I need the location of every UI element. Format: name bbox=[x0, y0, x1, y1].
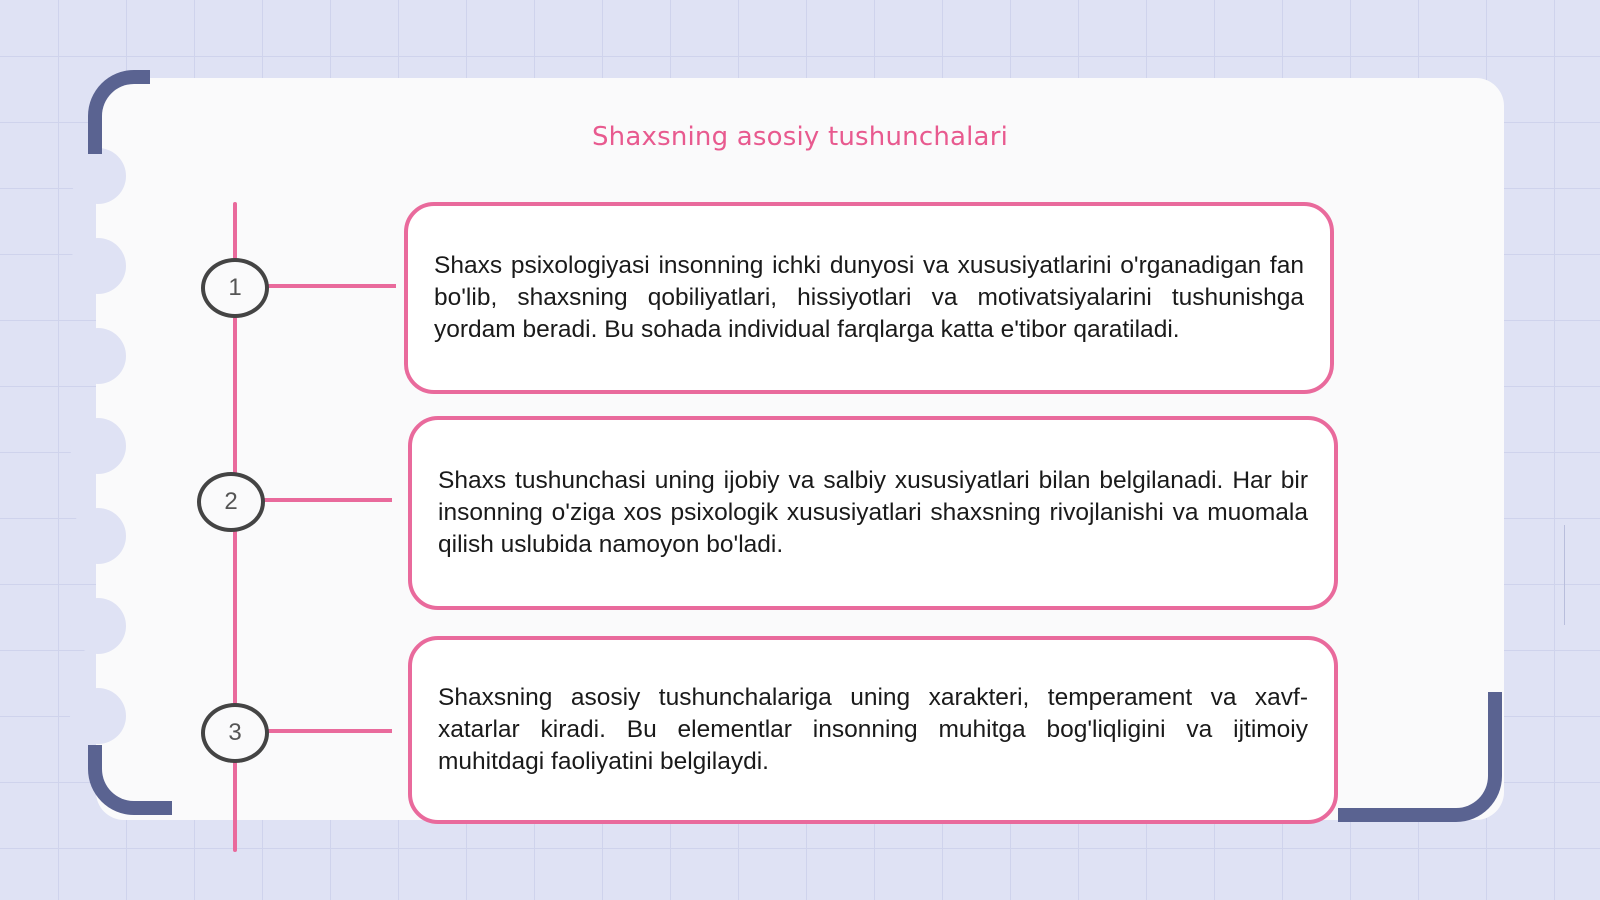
content-box-2 bbox=[408, 416, 1338, 610]
content-box-1 bbox=[404, 202, 1334, 394]
notebook-hole bbox=[70, 328, 126, 384]
notebook-hole bbox=[70, 598, 126, 654]
timeline-node-1: 1 bbox=[201, 258, 269, 318]
content-text-3: Shaxsning asosiy tushunchalariga uning xarakteri, temperament va xavf-xatarlar kiradi. Bu elementlar insonning muhitga bog'liqligini va ijtimoiy muhitdagi faoliyatini belgilaydi. bbox=[438, 684, 1308, 775]
decorative-line bbox=[1564, 525, 1565, 625]
content-box-3 bbox=[408, 636, 1338, 824]
notebook-hole bbox=[70, 688, 126, 744]
timeline-connector bbox=[266, 284, 396, 288]
notebook-hole bbox=[70, 508, 126, 564]
corner-bracket-bottom-right bbox=[1338, 692, 1502, 822]
content-text-2: Shaxs tushunchasi uning ijobiy va salbiy xususiyatlari bilan belgilanadi. Har bir insonning o'ziga xos psixologik xususiyatlari shaxsning rivojlanishi va muomala qilish uslubida namoyon bo'ladi. bbox=[438, 467, 1308, 558]
slide-title: Shaxsning asosiy tushunchalari bbox=[591, 122, 1009, 152]
content-text-1: Shaxs psixologiyasi insonning ichki dunyosi va xususiyatlarini o'rganadigan fan bo'lib, shaxsning qobiliyatlari, hissiyotlari va motivatsiyalarini tushunishga yordam beradi. Bu sohada individual farqlarga katta e'tibor qaratiladi. bbox=[434, 252, 1304, 343]
timeline-connector bbox=[266, 729, 392, 733]
notebook-hole bbox=[70, 148, 126, 204]
notebook-hole bbox=[70, 418, 126, 474]
timeline-connector bbox=[262, 498, 392, 502]
timeline-node-3: 3 bbox=[201, 703, 269, 763]
notebook-hole bbox=[70, 238, 126, 294]
timeline-node-2: 2 bbox=[197, 472, 265, 532]
